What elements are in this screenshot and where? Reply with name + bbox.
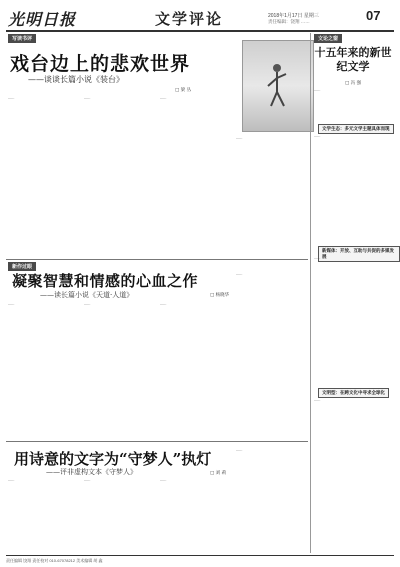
article2-text-col4: …… — [236, 272, 243, 276]
article1-text-col3: …… — [160, 96, 167, 100]
book-figure-illustration — [262, 60, 292, 110]
section-tag-theory: 文论之窗 — [314, 34, 342, 43]
article2-text-col2: …… — [84, 302, 91, 306]
right-column-divider — [310, 33, 311, 553]
article1-byline: □ 梁 丛 — [175, 88, 192, 93]
article3-title: 用诗意的文字为“守梦人”执灯 — [14, 450, 212, 468]
page-number: 07 — [366, 8, 381, 23]
right-text-block-1: …… — [314, 134, 321, 138]
article3-subtitle: ——评非虚构文本《守梦人》 — [46, 468, 137, 476]
masthead-rule — [6, 30, 394, 32]
article1-title: 戏台边上的悲欢世界 — [10, 53, 191, 75]
footer-rule — [6, 555, 394, 556]
section-tag-reading: 写读书评 — [8, 34, 36, 43]
issue-date: 2018年1月17日 星期三 — [268, 13, 319, 19]
article1-text-col2: …… — [84, 96, 91, 100]
right-article-byline: □ 冯 强 — [345, 81, 362, 86]
editor-line: 责任编辑：饶翔 …… — [268, 19, 310, 24]
article2-text-col3: …… — [160, 302, 167, 306]
right-box-heading-1: 文学生态：多元文学主题具体而现 — [318, 124, 394, 134]
article1-subtitle: ——谈谈长篇小说《装台》 — [28, 75, 124, 84]
article1-text-col1: …… — [8, 96, 15, 100]
right-box-heading-2: 新媒体：开放、互助与共促的多媒发展 — [318, 246, 400, 262]
article3-text-col2: …… — [84, 478, 91, 482]
article2-text-col1: …… — [8, 302, 15, 306]
article2-byline: □ 杨晓华 — [210, 293, 230, 298]
article3-text-col1: …… — [8, 478, 15, 482]
section-divider-2 — [6, 441, 308, 442]
article2-subtitle: ——读长篇小说《天道·人道》 — [40, 291, 134, 299]
section-title: 文学评论 — [155, 10, 224, 28]
section-divider-1 — [6, 259, 308, 260]
right-text-block-3: …… — [314, 398, 321, 402]
article3-text-col4: …… — [236, 448, 243, 452]
article2-title: 凝聚智慧和情感的心血之作 — [12, 272, 199, 290]
section-tag-new-works: 新作过眼 — [8, 262, 36, 271]
right-intro-text: …… — [314, 88, 321, 92]
right-article-title: 十五年来的新世纪文学 — [314, 46, 392, 73]
newspaper-logo: 光明日报 — [8, 10, 77, 29]
article3-text-col3: …… — [160, 478, 167, 482]
right-text-block-2: …… — [314, 256, 321, 260]
article1-text-col4: …… — [236, 136, 243, 140]
footer-text: 责任编辑 饶翔 责任校对 010-67078212 美术编辑 胡 鑫 — [6, 558, 103, 563]
article3-byline: □ 刘 莉 — [210, 471, 227, 476]
right-box-heading-3: 文明型：在跨文化中寻求全球化 — [318, 388, 389, 398]
